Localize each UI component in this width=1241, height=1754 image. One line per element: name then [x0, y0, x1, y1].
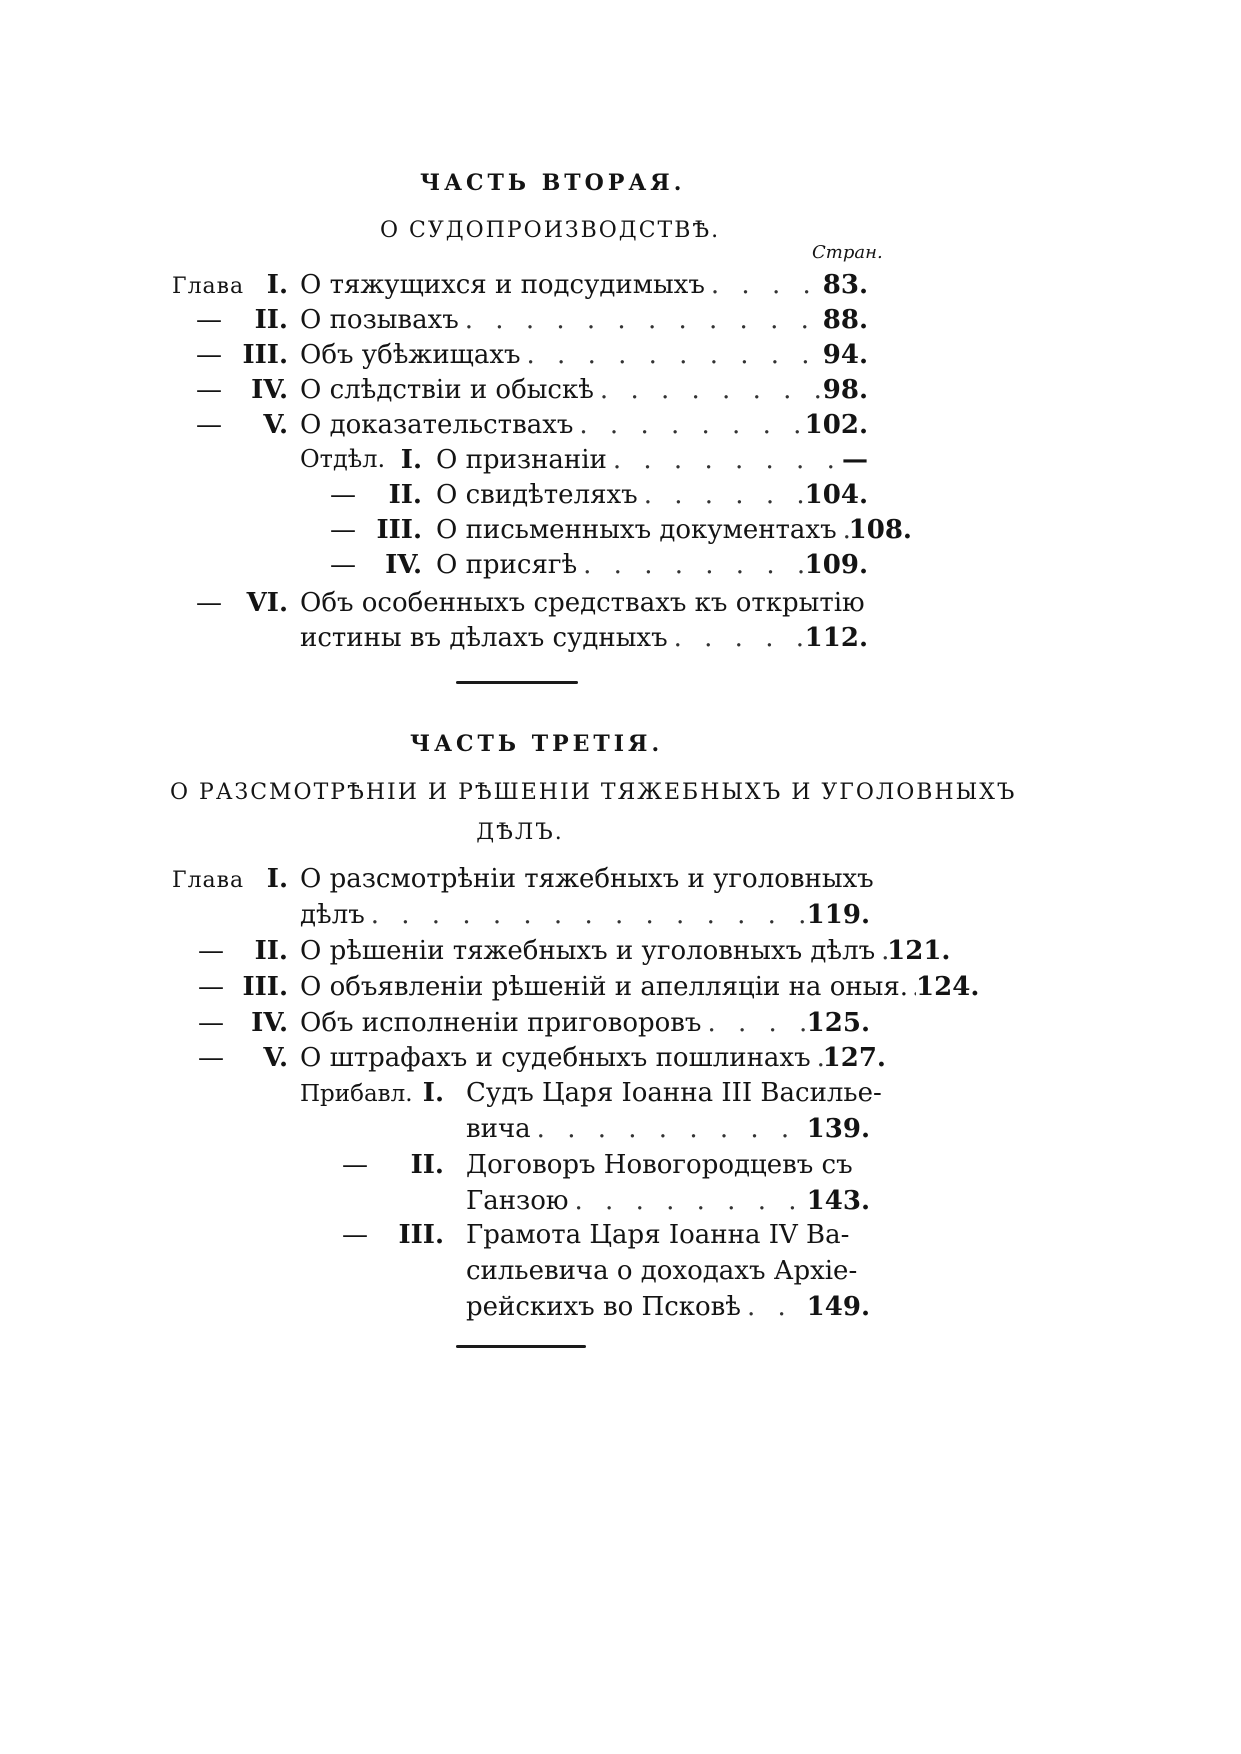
entry-title: О объявленіи рѣшеній и апелляціи на оныя.: [300, 972, 909, 1002]
entry-title: О рѣшеніи тяжебныхъ и уголовныхъ дѣлъ: [300, 936, 876, 966]
ditto-dash: —: [198, 936, 224, 966]
ditto-dash: —: [330, 550, 356, 580]
toc-entry[interactable]: [436, 552, 868, 578]
entry-title: рейскихъ во Псковѣ: [466, 1292, 741, 1322]
toc-entry[interactable]: [436, 515, 912, 545]
ditto-dash: —: [198, 1043, 224, 1073]
section-number: I.: [400, 445, 422, 475]
toc-entry[interactable]: [300, 272, 868, 298]
toc-entry[interactable]: [300, 307, 868, 333]
dot-leader: [521, 342, 823, 368]
page-column-label: Стран.: [812, 242, 883, 263]
entry-title: дѣлъ: [300, 900, 365, 930]
ditto-dash: —: [196, 588, 222, 618]
entry-title-line[interactable]: Договоръ Новогородцевъ съ: [466, 1150, 853, 1180]
chapter-number: I.: [266, 864, 288, 894]
toc-entry[interactable]: [300, 972, 980, 1002]
entry-title: Ганзою: [466, 1186, 569, 1216]
page-number: 149.: [806, 1292, 870, 1322]
dot-leader: [875, 938, 887, 964]
page-number: 143.: [806, 1186, 870, 1216]
part-three-title: О РАЗСМОТРѢНІИ И РѢШЕНІИ ТЯЖЕБНЫХЪ И УГОЛОВНЫХЪ: [170, 780, 1017, 805]
page-number: 109.: [804, 550, 868, 580]
ditto-dash: —: [342, 1150, 368, 1180]
dot-leader: [638, 482, 805, 508]
entry-title: О присягѣ: [436, 550, 578, 580]
entry-title-line[interactable]: О разсмотрѣніи тяжебныхъ и уголовныхъ: [300, 864, 874, 894]
dot-leader: [607, 447, 842, 473]
toc-entry[interactable]: [466, 1116, 870, 1142]
entry-title: вича: [466, 1114, 531, 1144]
page-number: 108.: [848, 515, 912, 545]
page-number: 121.: [887, 936, 951, 966]
entry-title: О слѣдствіи и обыскѣ: [300, 375, 594, 405]
dot-leader: [837, 517, 849, 543]
entry-title: Объ исполненіи приговоровъ: [300, 1008, 702, 1038]
ditto-dash: —: [342, 1220, 368, 1250]
dot-leader: [705, 272, 823, 298]
chapter-number: V.: [263, 410, 288, 440]
part-three-heading: ЧАСТЬ ТРЕТІЯ.: [410, 731, 664, 757]
page-number: 98.: [822, 375, 868, 405]
page-number: 127.: [822, 1043, 886, 1073]
ditto-dash: —: [196, 305, 222, 335]
dot-leader: [908, 974, 916, 1000]
part-two-title: О СУДОПРОИЗВОДСТВѢ.: [380, 218, 721, 243]
page-number: 83.: [822, 270, 868, 300]
page-number: 104.: [804, 480, 868, 510]
toc-entry[interactable]: [436, 447, 868, 473]
section-number: IV.: [385, 550, 422, 580]
chapter-number: IV.: [251, 1008, 288, 1038]
toc-entry[interactable]: [300, 412, 868, 438]
entry-title: истины въ дѣлахъ судныхъ: [300, 623, 668, 653]
entry-title: О доказательствахъ: [300, 410, 574, 440]
entry-title: О свидѣтеляхъ: [436, 480, 638, 510]
dot-leader: [668, 625, 805, 651]
page-number: 125.: [806, 1008, 870, 1038]
chapter-label: Глава: [172, 868, 245, 893]
page-number: 112.: [804, 623, 868, 653]
dot-leader: [365, 902, 807, 928]
chapter-number: I.: [266, 270, 288, 300]
dot-leader: [811, 1045, 823, 1071]
toc-entry[interactable]: [300, 377, 868, 403]
entry-title-line[interactable]: Грамота Царя Іоанна IV Ва-: [466, 1220, 850, 1250]
appendix-number: I.: [422, 1078, 444, 1108]
ditto-dash: —: [196, 375, 222, 405]
chapter-number: II.: [254, 936, 288, 966]
dot-leader: [531, 1116, 807, 1142]
appendix-number: III.: [398, 1220, 444, 1250]
ditto-dash: —: [330, 515, 356, 545]
section-number: II.: [388, 480, 422, 510]
page-number: 124.: [916, 972, 980, 1002]
chapter-number: IV.: [251, 375, 288, 405]
appendix-number: II.: [410, 1150, 444, 1180]
part-three-title-cont: ДѢЛЪ.: [476, 820, 564, 845]
toc-entry[interactable]: [300, 936, 951, 966]
dot-leader: [569, 1188, 807, 1214]
entry-title: О штрафахъ и судебныхъ пошлинахъ: [300, 1043, 811, 1073]
chapter-number: III.: [242, 972, 288, 1002]
appendix-label: Прибавл.: [300, 1081, 413, 1107]
entry-title: Объ убѣжищахъ: [300, 340, 521, 370]
ditto-dash: —: [196, 410, 222, 440]
entry-title: О позывахъ: [300, 305, 459, 335]
page-number: 139.: [806, 1114, 870, 1144]
page-number: 119.: [806, 900, 870, 930]
dot-leader: [459, 307, 823, 333]
entry-title-line[interactable]: Объ особенныхъ средствахъ къ открытію: [300, 588, 865, 618]
section-label: Отдѣл.: [300, 445, 386, 473]
part-two-heading: ЧАСТЬ ВТОРАЯ.: [420, 170, 686, 196]
toc-entry[interactable]: [300, 625, 868, 651]
dot-leader: [741, 1294, 807, 1320]
chapter-number: II.: [254, 305, 288, 335]
chapter-number: III.: [242, 340, 288, 370]
page-number: —: [842, 445, 868, 475]
chapter-label: Глава: [172, 274, 245, 299]
chapter-number: VI.: [246, 588, 288, 618]
ditto-dash: —: [330, 480, 356, 510]
toc-entry[interactable]: [300, 902, 870, 928]
dot-leader: [701, 1010, 806, 1036]
dot-leader: [594, 377, 823, 403]
page-number: 88.: [822, 305, 868, 335]
toc-entry[interactable]: [466, 1294, 870, 1320]
ditto-dash: —: [198, 1008, 224, 1038]
toc-entry[interactable]: [436, 482, 868, 508]
end-divider: [456, 1345, 586, 1348]
toc-entry[interactable]: [466, 1188, 870, 1214]
entry-title-line[interactable]: сильевича о доходахъ Архіе-: [466, 1256, 858, 1286]
entry-title: О признаніи: [436, 445, 607, 475]
ditto-dash: —: [198, 972, 224, 1002]
page-number: 94.: [822, 340, 868, 370]
dot-leader: [573, 412, 804, 438]
entry-title: О письменныхъ документахъ: [436, 515, 837, 545]
ditto-dash: —: [196, 340, 222, 370]
toc-entry[interactable]: [300, 342, 868, 368]
chapter-number: V.: [263, 1043, 288, 1073]
entry-title: О тяжущихся и подсудимыхъ: [300, 270, 705, 300]
dot-leader: [577, 552, 805, 578]
entry-title-line[interactable]: Судъ Царя Іоанна III Васильe-: [466, 1078, 882, 1108]
page-number: 102.: [804, 410, 868, 440]
section-divider: [456, 681, 578, 684]
toc-entry[interactable]: [300, 1043, 886, 1073]
section-number: III.: [376, 515, 422, 545]
toc-entry[interactable]: [300, 1010, 870, 1036]
